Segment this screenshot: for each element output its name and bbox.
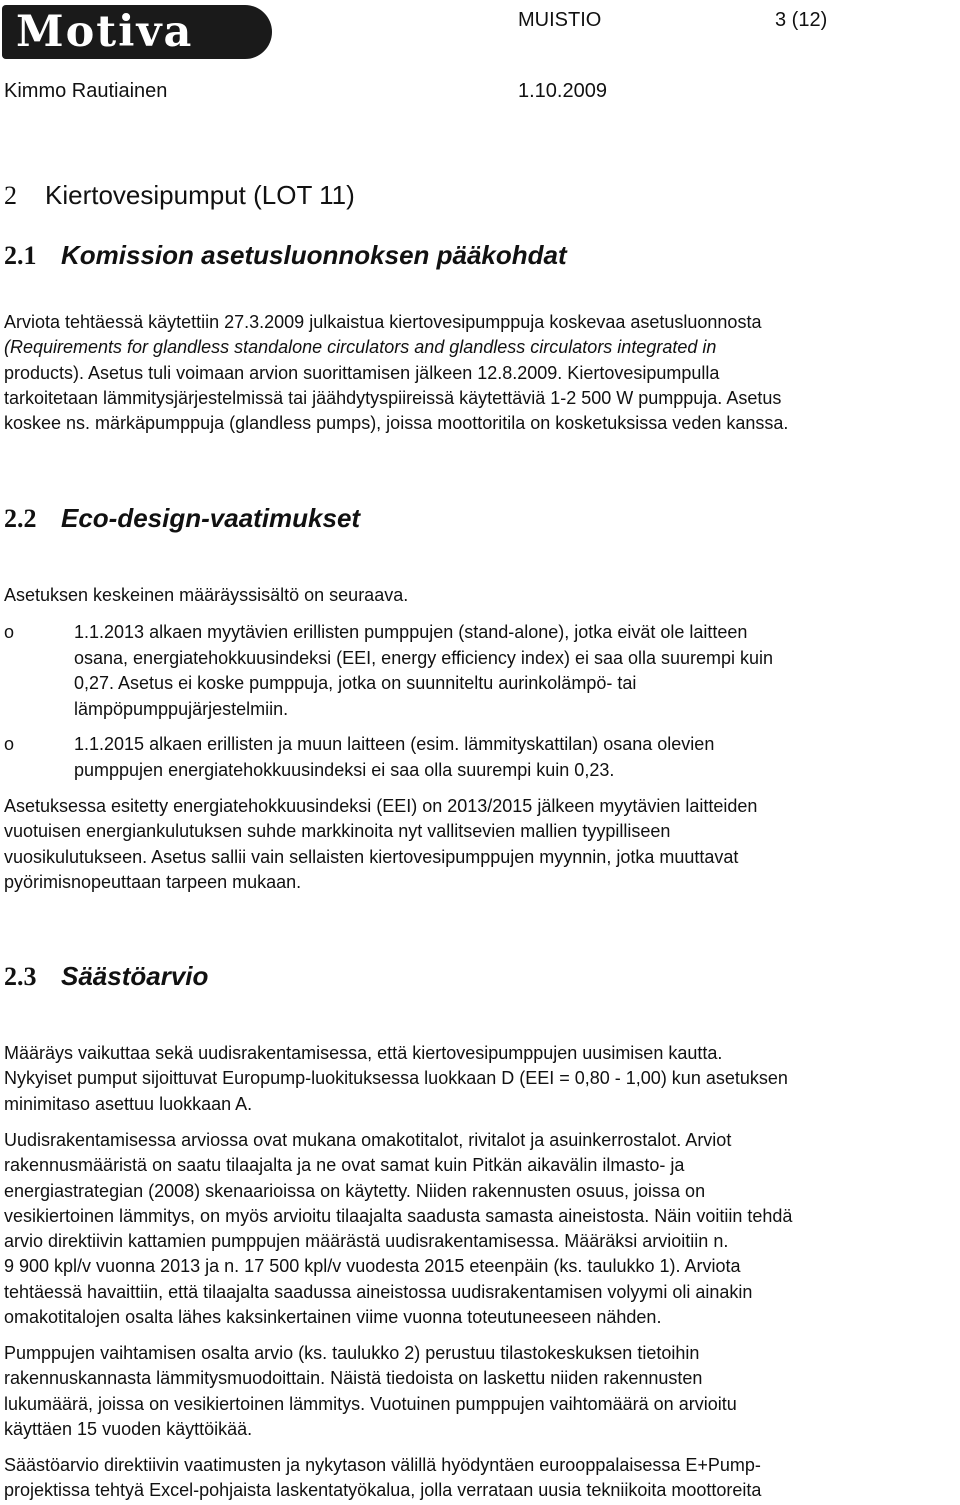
section-title: Komission asetusluonnoksen pääkohdat xyxy=(61,240,567,270)
text-line: products). Asetus tuli voimaan arvion suorittamisen jälkeen 12.8.2009. Kiertovesipumpulla xyxy=(4,362,720,383)
bullet-marker: o xyxy=(4,622,15,642)
text-line: pyörimisnopeuttaan tarpeen mukaan. xyxy=(4,871,302,892)
paragraph-2-3-3 xyxy=(4,1341,959,1442)
text-line: omakotitalojen osalta lähes kaksinkertainen viime vuonna toteutuneeseen nähden. xyxy=(4,1307,662,1328)
paragraph-2-3-1 xyxy=(4,1041,959,1117)
author: Kimmo Rautiainen xyxy=(4,80,168,102)
text-line: vuotuisen energiankulutuksen suhde markkinoita nyt vallitsevien mallien tyypilliseen xyxy=(4,821,671,842)
text-line: projektissa tehtyä Excel-pohjaista laskentatyökalua, jolla verrataan uusia tekniikoita moottoreita xyxy=(4,1480,762,1501)
motiva-logo xyxy=(2,5,272,59)
text-line: 0,27. Asetus ei koske pumppuja, jotka on suunniteltu aurinkolämpö- tai xyxy=(74,673,637,694)
text-line: koskee ns. märkäpumppuja (glandless pumps), joissa moottoritila on kosketuksissa veden kanssa. xyxy=(4,413,789,434)
section-2-heading xyxy=(4,180,355,211)
text-line: energiastrategian (2008) skenaarioissa on käytetty. Niiden rakennusten osuus, joissa on xyxy=(4,1180,706,1201)
text-line: lämpöpumppujärjestelmiin. xyxy=(74,698,289,719)
text-line: 9 900 kpl/v vuonna 2013 ja n. 17 500 kpl/v vuodesta 2015 eteenpäin (ks. taulukko 1). Arviota xyxy=(4,1256,741,1277)
text-line: vesikiertoinen lämmitys, on myös arvioitu tilaajalta saadusta samasta aineistosta. Näin voitiin tehdä xyxy=(4,1205,793,1226)
document-date: 1.10.2009 xyxy=(518,80,607,102)
section-number: 2 xyxy=(4,181,17,210)
text-line: Uudisrakentamisessa arviossa ovat mukana omakotitalot, rivitalot ja asuinkerrostalot. Arviot xyxy=(4,1130,732,1150)
text-line: lukumäärä, joissa on vesikiertoinen lämmitys. Vuotuinen pumppujen vaihtomäärä on arvioitu xyxy=(4,1393,737,1414)
text-line: rakennusmääristä on saatu tilaajalta ja ne ovat samat kuin Pitkän aikavälin ilmasto- ja xyxy=(4,1155,685,1176)
paragraph-2-3-2 xyxy=(4,1128,959,1330)
logo-text: Motiva xyxy=(16,7,194,57)
paragraph-2-3-4 xyxy=(4,1453,959,1504)
bullet-item-1 xyxy=(74,620,954,722)
text-line: Pumppujen vaihtamisen osalta arvio (ks. taulukko 2) perustuu tilastokeskuksen tietoihin xyxy=(4,1343,700,1363)
text-line: Säästöarvio direktiivin vaatimusten ja nykytason välillä hyödyntäen eurooppalaisessa E+Pump- xyxy=(4,1455,761,1475)
text-line: Arviota tehtäessä käytettiin 27.3.2009 julkaistua kiertovesipumppuja koskevaa asetusluonnosta xyxy=(4,312,762,332)
text-line: tarkoitetaan lämmitysjärjestelmissä tai jäähdytyspiireissä käytettäviä 1-2 500 W pumppuja. Asetus xyxy=(4,387,782,408)
section-title: Kiertovesipumput (LOT 11) xyxy=(45,180,355,210)
text-line: 1.1.2013 alkaen myytävien erillisten pumppujen (stand-alone), jotka eivät ole laitteen xyxy=(74,622,748,642)
section-2-1-heading xyxy=(4,240,567,271)
text-line: Nykyiset pumput sijoittuvat Europump-luokituksessa luokkaan D (EEI = 0,80 - 1,00) kun asetuksen xyxy=(4,1068,788,1089)
text-line: Asetuksessa esitetty energiatehokkuusindeksi (EEI) on 2013/2015 jälkeen myytävien laitteiden xyxy=(4,796,758,816)
section-number: 2.1 xyxy=(4,241,37,270)
text-line: (Requirements for glandless standalone circulators and glandless circulators integrated in xyxy=(4,337,717,358)
section-title: Eco-design-vaatimukset xyxy=(61,503,361,533)
bullet-item-2 xyxy=(74,732,954,783)
section-2-3-heading xyxy=(4,961,208,992)
text-line: minimitaso asettuu luokkaan A. xyxy=(4,1093,253,1114)
text-line: Määräys vaikuttaa sekä uudisrakentamisessa, että kiertovesipumppujen uusimisen kautta. xyxy=(4,1043,723,1063)
text-line: vuosikulutukseen. Asetus sallii vain sellaisten kiertovesipumppujen myynnin, jotka muuttavat xyxy=(4,846,739,867)
doc-type: MUISTIO xyxy=(518,9,602,31)
paragraph-2-2-eei xyxy=(4,794,959,895)
text-line: Asetuksen keskeinen määräyssisältö on seuraava. xyxy=(4,585,409,605)
text-line: tehtäessä havaittiin, että tilaajalta saadussa aineistossa uudisrakentamisen volyymi oli ainakin xyxy=(4,1281,753,1302)
paragraph-2-1 xyxy=(4,310,959,436)
text-line: 1.1.2015 alkaen erillisten ja muun laitteen (esim. lämmityskattilan) osana olevien xyxy=(74,734,715,754)
section-2-2-heading xyxy=(4,503,360,534)
paragraph-2-2-intro xyxy=(4,583,959,608)
section-number: 2.2 xyxy=(4,504,37,533)
text-line: käyttäen 15 vuoden käyttöikää. xyxy=(4,1418,253,1439)
text-line: pumppujen energiatehokkuusindeksi ei saa olla suurempi kuin 0,23. xyxy=(74,759,615,780)
text-line: arvio direktiivin kattamien pumppujen määrästä uudisrakentamisessa. Määräksi arvioitiin n. xyxy=(4,1231,729,1252)
section-title: Säästöarvio xyxy=(61,961,209,991)
text-line: rakennuskannasta lämmitysmuodoittain. Näistä tiedoista on laskettu niiden rakennusten xyxy=(4,1368,703,1389)
bullet-marker: o xyxy=(4,734,15,754)
section-number: 2.3 xyxy=(4,962,37,991)
text-line: osana, energiatehokkuusindeksi (EEI, energy efficiency index) ei saa olla suurempi kuin xyxy=(74,647,774,668)
page-number: 3 (12) xyxy=(775,9,828,31)
